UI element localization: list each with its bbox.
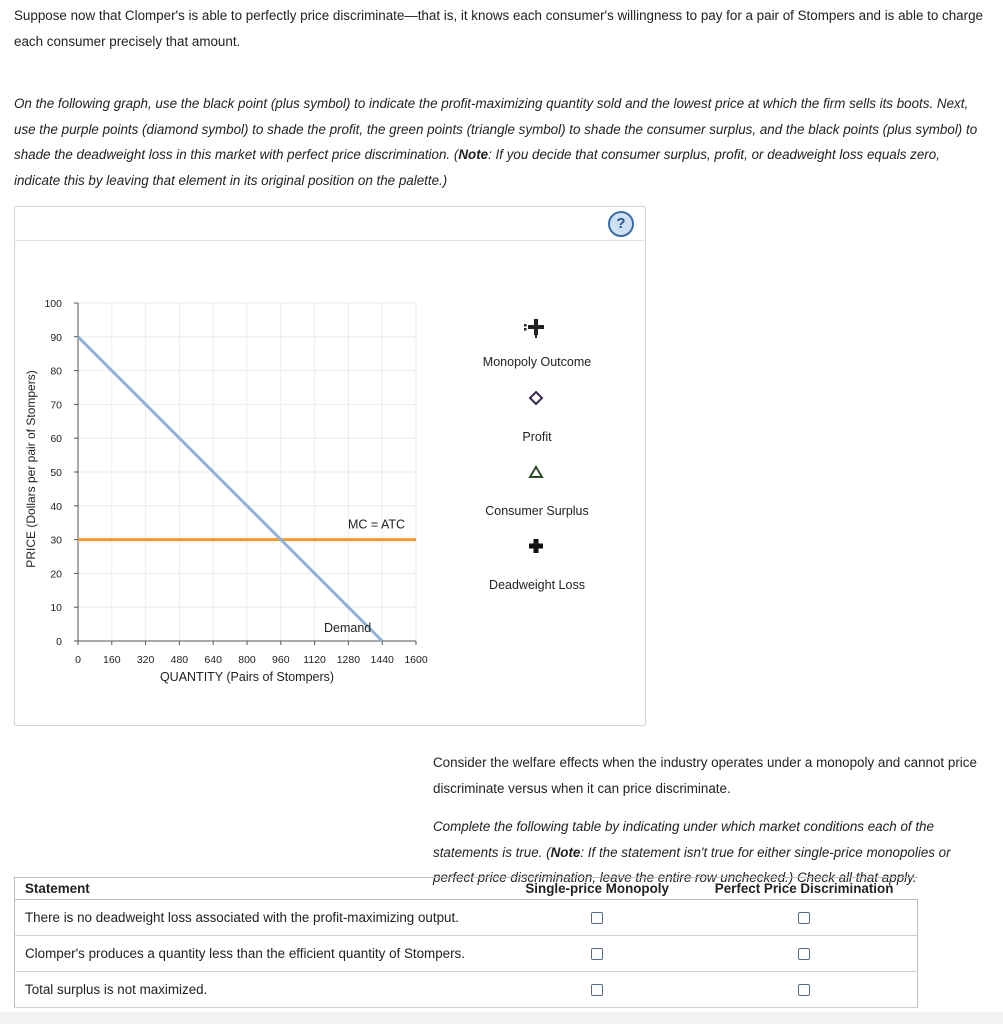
y-tick-label: 40 (50, 500, 62, 513)
chart-axes (74, 303, 416, 645)
x-tick-labels (75, 654, 428, 666)
consumer-surplus-label: Consumer Surplus (485, 504, 589, 518)
plus-marker-icon (524, 319, 544, 338)
deadweight-loss-label: Deadweight Loss (489, 578, 585, 592)
header-single-price: Single-price Monopoly (504, 878, 691, 900)
table-row (15, 900, 918, 936)
x-tick-label: 320 (136, 654, 155, 666)
y-tick-label: 100 (44, 298, 62, 310)
page-footer-strip (0, 1012, 1003, 1024)
perfect-pd-checkbox[interactable] (798, 912, 810, 924)
chart-grid (78, 303, 416, 641)
y-axis-title: PRICE (Dollars per pair of Stompers) (24, 370, 38, 568)
instructions-note-label: Note (458, 147, 489, 162)
y-tick-label: 10 (50, 602, 62, 615)
x-tick-label: 160 (103, 654, 121, 666)
single-price-checkbox[interactable] (591, 948, 603, 960)
help-icon[interactable]: ? (608, 211, 634, 237)
y-tick-label: 50 (50, 467, 62, 479)
instructions-text-b: : If you decide that consumer surplus, profit, or deadweight loss equals zero, indicate this by leaving that element in its original position on the palette.) (14, 147, 940, 188)
statement-text: Clomper's produces a quantity less than the efficient quantity of Stompers. (15, 936, 504, 972)
y-tick-label: 80 (50, 365, 62, 378)
x-tick-label: 1120 (303, 654, 326, 666)
x-tick-label: 480 (170, 654, 189, 666)
welfare-paragraph: Consider the welfare effects when the industry operates under a monopoly and cannot price discriminate versus when it can price discriminate. (433, 755, 977, 796)
y-tick-label: 90 (50, 331, 62, 344)
table-instructions-a: Complete the following table by indicating under which market conditions each of the statements is true. ( (433, 819, 934, 860)
profit-label: Profit (522, 430, 552, 444)
monopoly-outcome-label: Monopoly Outcome (482, 355, 592, 369)
deadweight-loss-tool[interactable] (517, 534, 555, 558)
perfect-pd-checkbox[interactable] (798, 948, 810, 960)
x-tick-label: 1600 (404, 654, 428, 666)
consumer-surplus-tool[interactable] (517, 460, 555, 484)
monopoly-outcome-tool[interactable] (524, 315, 548, 339)
statement-text: There is no deadweight loss associated with the profit-maximizing output. (15, 900, 504, 936)
header-perfect-pd: Perfect Price Discrimination (691, 878, 918, 900)
y-tick-label: 30 (50, 534, 62, 547)
y-tick-labels (44, 298, 62, 648)
table-row (15, 936, 918, 972)
statement-table (14, 877, 918, 1008)
x-tick-label: 960 (272, 654, 290, 666)
graph-panel (14, 206, 646, 726)
x-tick-label: 640 (204, 654, 222, 666)
x-tick-label: 800 (238, 654, 256, 666)
x-axis-title: QUANTITY (Pairs of Stompers) (159, 670, 335, 684)
table-row (15, 972, 918, 1008)
instructions-paragraph (14, 91, 989, 193)
y-tick-label: 60 (50, 433, 62, 446)
table-note-label: Note (550, 844, 581, 860)
y-tick-label: 20 (50, 568, 62, 581)
perfect-pd-checkbox[interactable] (798, 984, 810, 996)
table-header-row (15, 878, 918, 900)
demand-label: Demand (324, 621, 372, 635)
instructions-text-a: On the following graph, use the black point (plus symbol) to indicate the profit-maximizing quantity sold and the lowest price at which the firm sells its boots. Next, use the purple points (diamond symbol) to shade the profit, the green points (triangle symbol) to shade the consumer surplus, and the black points (plus symbol) to shade the deadweight loss in this market with perfect price discrimination. ( (14, 96, 978, 162)
table-instructions-b: : If the statement isn't true for either single-price monopolies or perfect price discrimination, leave the entire row unchecked.) Check all that apply. (433, 844, 951, 885)
header-statement: Statement (15, 878, 504, 900)
single-price-checkbox[interactable] (591, 984, 603, 996)
mc-atc-label: MC = ATC (348, 517, 406, 532)
y-tick-label: 70 (50, 399, 62, 412)
x-tick-label: 0 (75, 654, 81, 666)
plus-icon (517, 534, 555, 558)
demand-line (78, 337, 382, 641)
profit-tool[interactable] (517, 386, 555, 410)
single-price-checkbox[interactable] (591, 912, 603, 924)
x-tick-label: 1280 (336, 654, 361, 666)
x-tick-label: 1440 (370, 654, 394, 666)
diamond-icon (517, 386, 555, 410)
statement-text: Total surplus is not maximized. (15, 972, 504, 1008)
y-tick-label: 0 (56, 636, 62, 648)
triangle-icon (517, 460, 555, 484)
intro-paragraph: Suppose now that Clomper's is able to perfectly price discriminate—that is, it knows each consumer's willingness to pay for a pair of Stompers and is able to charge each consumer precisely that amount. (14, 8, 983, 49)
